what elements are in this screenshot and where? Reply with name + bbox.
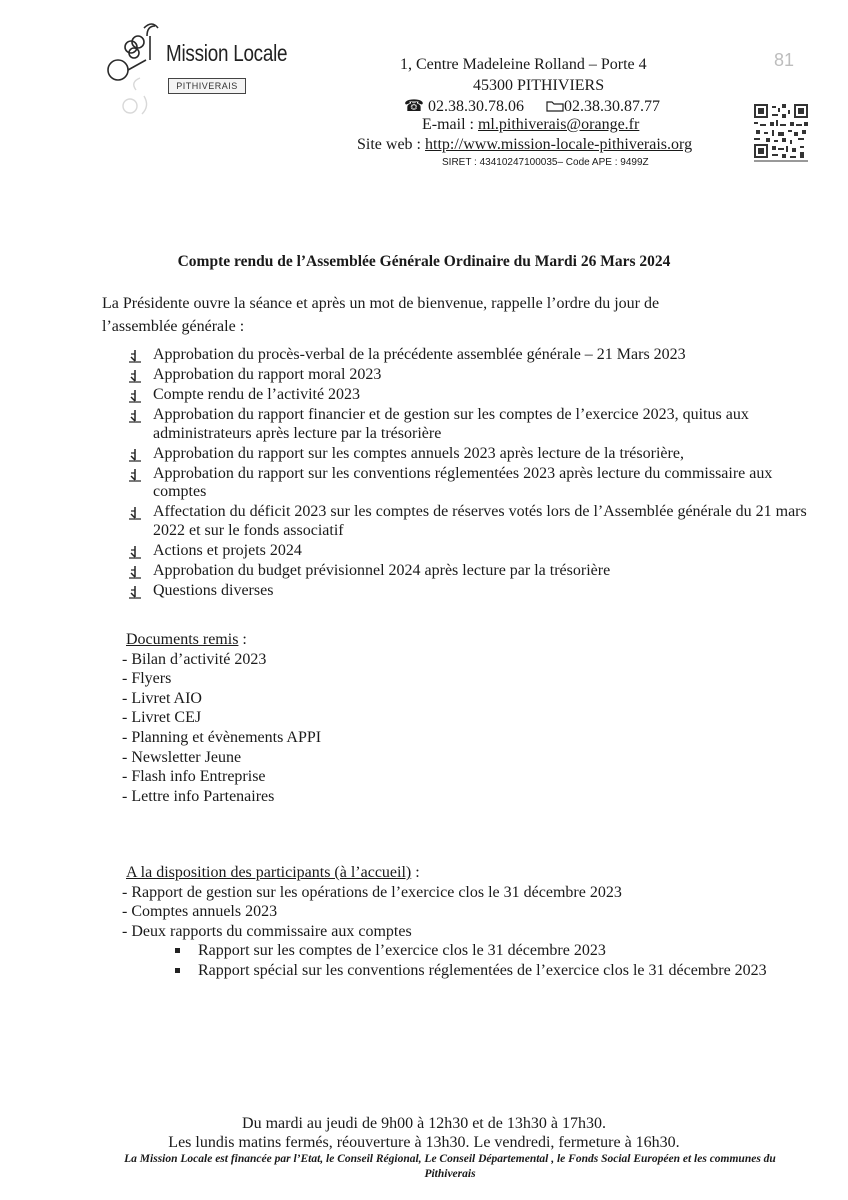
disposition-item: - Comptes annuels 2023 bbox=[122, 903, 278, 920]
email-line bbox=[422, 116, 639, 134]
agenda-item: Affectation du déficit 2023 sur les comptes de réserves votés lors de l’Assemblée générale du 21 mars 2022 et sur le fonds associatif bbox=[128, 503, 808, 540]
disposition-heading-line: A la disposition des participants (à l’accueil) : bbox=[126, 864, 420, 881]
intro-line-2: l’assemblée générale : bbox=[102, 318, 245, 335]
disposition-item: - Deux rapports du commissaire aux comptes bbox=[122, 922, 412, 940]
agenda-item: Approbation du budget prévisionnel 2024 après lecture par la trésorière bbox=[128, 562, 808, 581]
down-arrow-bullet-icon bbox=[128, 545, 142, 559]
document-item: - Flash info Entreprise bbox=[122, 768, 266, 786]
agenda-item: Approbation du rapport moral 2023 bbox=[128, 366, 808, 385]
square-bullet-icon bbox=[175, 968, 180, 973]
page-number: 81 bbox=[774, 50, 795, 70]
footer-funding: La Mission Locale est financée par l’Etat, le Conseil Régional, Le Conseil Départemental , le Fonds Social Européen et les communes du Pithiverais bbox=[124, 1153, 776, 1180]
document-item: - Flyers bbox=[122, 670, 172, 688]
agenda-item: Approbation du procès-verbal de la précédente assemblée générale – 21 Mars 2023 bbox=[128, 346, 808, 365]
document-item: - Newsletter Jeune bbox=[122, 748, 242, 766]
disposition-subitem: Rapport sur les comptes de l’exercice clos le 31 décembre 2023 bbox=[122, 941, 767, 961]
down-arrow-bullet-icon bbox=[128, 369, 142, 383]
down-arrow-bullet-icon bbox=[128, 409, 142, 423]
mission-locale-logo bbox=[100, 14, 300, 124]
document-title: Compte rendu de l’Assemblée Générale Ordinaire du Mardi 26 Mars 2024 bbox=[177, 253, 671, 270]
agenda-item: Approbation du rapport financier et de gestion sur les comptes de l’exercice 2023, quitus aux administrateurs après lecture par la trésorière bbox=[128, 406, 808, 443]
documents-heading-line: Documents remis : bbox=[126, 631, 247, 648]
phone-fax-line bbox=[404, 96, 660, 116]
document-item: - Livret AIO bbox=[122, 689, 202, 707]
down-arrow-bullet-icon bbox=[128, 389, 142, 403]
disposition-heading: A la disposition des participants (à l’accueil) bbox=[126, 864, 412, 881]
site-label: Site web : bbox=[357, 136, 425, 153]
fax-number: 02.38.30.87.77 bbox=[563, 98, 660, 115]
down-arrow-bullet-icon bbox=[128, 448, 142, 462]
agenda-item: Compte rendu de l’activité 2023 bbox=[128, 386, 808, 405]
email-label: E-mail : bbox=[422, 116, 478, 133]
email-link[interactable]: ml.pithiverais@orange.fr bbox=[477, 116, 640, 133]
footer-closures: Les lundis matins fermés, réouverture à 13h30. Le vendredi, fermeture à 16h30. bbox=[168, 1134, 680, 1151]
documents-section bbox=[122, 630, 321, 806]
agenda-item: Approbation du rapport sur les comptes annuels 2023 après lecture de la trésorière, bbox=[128, 445, 808, 464]
agenda-item: Actions et projets 2024 bbox=[128, 542, 808, 561]
siret-line: SIRET : 43410247100035– Code APE : 9499Z bbox=[442, 157, 649, 168]
agenda-item: Questions diverses bbox=[128, 582, 808, 601]
address-line-1: 1, Centre Madeleine Rolland – Porte 4 bbox=[400, 56, 647, 73]
disposition-subitem: Rapport spécial sur les conventions réglementées de l’exercice clos le 31 décembre 2023 bbox=[122, 961, 767, 981]
intro-line-1: La Présidente ouvre la séance et après un mot de bienvenue, rappelle l’ordre du jour de bbox=[102, 295, 660, 312]
address-line-2: 45300 PITHIVIERS bbox=[473, 77, 605, 94]
document-item: - Planning et évènements APPI bbox=[122, 728, 322, 746]
disposition-section bbox=[122, 863, 767, 980]
fax-icon bbox=[546, 99, 564, 112]
site-link[interactable]: http://www.mission-locale-pithiverais.org bbox=[425, 136, 693, 153]
intro-paragraph bbox=[102, 292, 712, 338]
site-line bbox=[357, 136, 692, 154]
agenda-list bbox=[128, 346, 808, 602]
down-arrow-bullet-icon bbox=[128, 506, 142, 520]
qr-code bbox=[754, 104, 808, 162]
down-arrow-bullet-icon bbox=[128, 468, 142, 482]
down-arrow-bullet-icon bbox=[128, 349, 142, 363]
down-arrow-bullet-icon bbox=[128, 585, 142, 599]
logo-badge: PITHIVERAIS bbox=[168, 78, 246, 94]
agenda-item: Approbation du rapport sur les conventions réglementées 2023 après lecture du commissaire aux comptes bbox=[128, 465, 808, 502]
logo-name: Mission Locale bbox=[166, 40, 288, 66]
documents-heading: Documents remis bbox=[126, 631, 239, 648]
footer-hours: Du mardi au jeudi de 9h00 à 12h30 et de 13h30 à 17h30. bbox=[242, 1115, 606, 1132]
document-item: - Lettre info Partenaires bbox=[122, 787, 275, 805]
phone-number: 02.38.30.78.06 bbox=[427, 98, 524, 115]
square-bullet-icon bbox=[175, 948, 180, 953]
document-item: - Livret CEJ bbox=[122, 709, 202, 727]
document-item: - Bilan d’activité 2023 bbox=[122, 650, 267, 668]
disposition-item: - Rapport de gestion sur les opérations de l’exercice clos le 31 décembre 2023 bbox=[122, 883, 622, 901]
down-arrow-bullet-icon bbox=[128, 565, 142, 579]
phone-icon: ☎ bbox=[404, 98, 424, 115]
